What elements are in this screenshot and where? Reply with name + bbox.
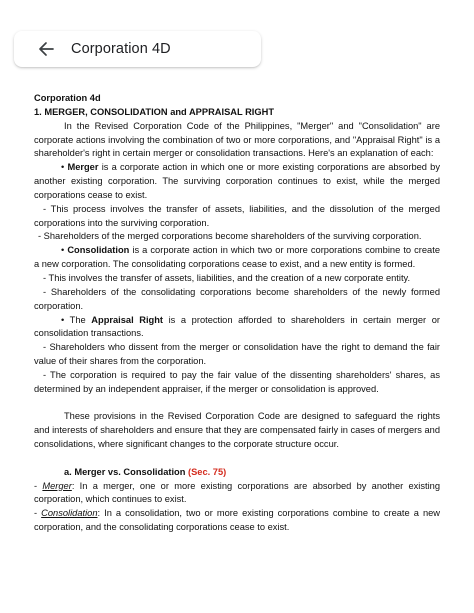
consolidation-point-2: - Shareholders of the consolidating corporations become shareholders of the newly formed corporation. — [34, 286, 440, 311]
appraisal-paragraph: • The Appraisal Right is a protection afforded to shareholders in certain merger or consolidation transactions. — [34, 314, 440, 339]
consolidation-definition-term: Consolidation — [41, 508, 98, 519]
appraisal-term: Appraisal Right — [91, 314, 164, 325]
closing-paragraph: These provisions in the Revised Corporation Code are designed to safeguard the rights and interests of shareholders and ensure that they are compensated fairly in cases of mergers and consolidations, where significant changes to the corporate structure occur. — [34, 411, 440, 450]
document-title: Corporation 4D — [71, 41, 171, 57]
consolidation-definition: - Consolidation: In a consolidation, two or more existing corporations combine to create a new corporation, and the consolidating corporations cease to exist. — [34, 508, 441, 533]
section-reference: (Sec. 75) — [187, 466, 227, 477]
document-body — [34, 92, 440, 535]
subheading-merger-vs-consolidation: a. Merger vs. Consolidation (Sec. 75) — [64, 466, 227, 477]
back-button[interactable] — [28, 31, 64, 67]
consolidation-point-1: - This involves the transfer of assets, liabilities, and the creation of a new corporate entity. — [43, 272, 411, 283]
doc-heading: Corporation 4d — [34, 93, 101, 103]
merger-definition: - Merger: In a merger, one or more existing corporations are absorbed by another existing corporation, which continues to exist. — [34, 480, 440, 505]
section-heading: 1. MERGER, CONSOLIDATION and APPRAISAL RIGHT — [34, 106, 275, 117]
appraisal-point-1: - Shareholders who dissent from the merger or consolidation have the right to demand the fair value of their shares from the corporation. — [34, 342, 440, 367]
merger-term: Merger — [67, 162, 99, 173]
merger-paragraph: • Merger is a corporate action in which one or more existing corporations are absorbed by another existing corporation. The surviving corporation continues to exist, while the merged corporations cease to exist. — [34, 162, 440, 200]
merger-definition-term: Merger — [42, 480, 72, 491]
consolidation-term: Consolidation — [67, 245, 130, 256]
intro-paragraph: In the Revised Corporation Code of the Philippines, "Merger" and "Consolidation" are corporate actions involving the combination of two or more corporations, and "Appraisal Right" is a shareholder's right in certain merger or consolidation transactions. Here's an explanation of each: — [34, 120, 440, 159]
consolidation-paragraph: • Consolidation is a corporate action in which two or more corporations combine to create a new corporation. The consolidating corporations cease to exist, and a new entity is formed. — [34, 245, 440, 270]
document-header-bar — [14, 31, 261, 67]
appraisal-point-2: - The corporation is required to pay the fair value of the dissenting shareholders' shares, as determined by an independent appraiser, if the merger or consolidation is approved. — [34, 369, 440, 394]
merger-point-1: - This process involves the transfer of assets, liabilities, and the dissolution of the merged corporations into the surviving corporation. — [34, 203, 440, 228]
arrow-left-icon — [38, 41, 54, 57]
merger-point-2: - Shareholders of the merged corporations become shareholders of the surviving corporation. — [38, 231, 422, 242]
